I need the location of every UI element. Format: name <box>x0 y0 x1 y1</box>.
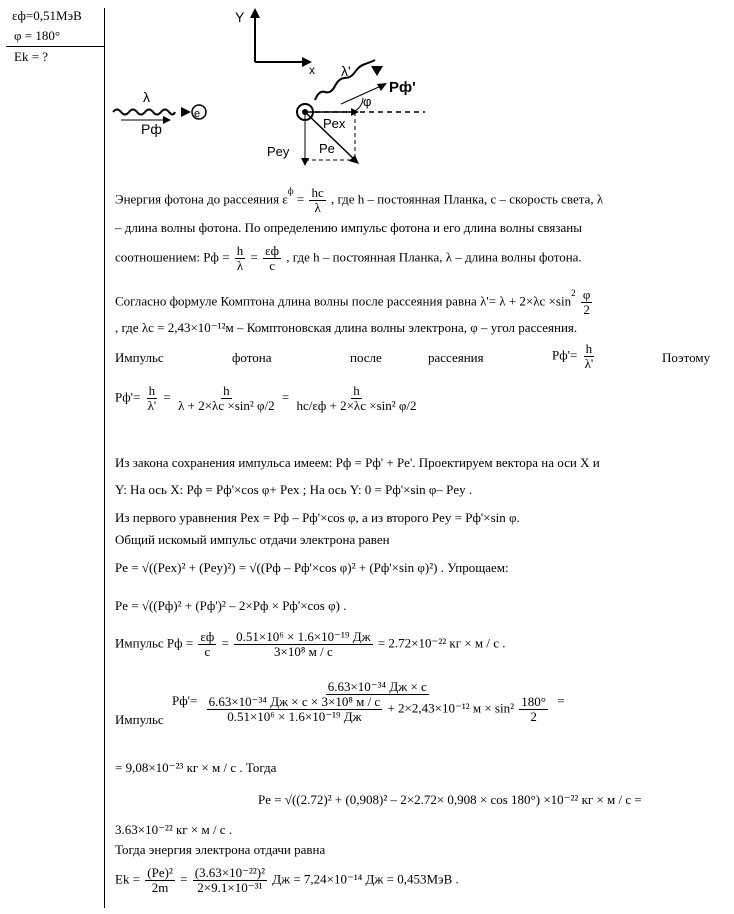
line-6e: Pф'= $\frac{h}{\lambda'}$ <box>552 341 594 371</box>
axis-y-label: Y <box>235 9 245 25</box>
p-photon-prime-label: Pф' <box>389 79 416 96</box>
incoming-photon-wave <box>113 110 175 115</box>
line-4: Согласно формуле Комптона длина волны после рассеяния равна $\lambda'= \lambda + 2\times\lambda с \times\sin^2$ $\frac{\varphi}{2}$ <box>115 287 591 317</box>
line-20: Ek = $\frac{\text{(Pe)²}}{2m}$ = $\frac{\text{(3.63×10⁻²²)²}}{\text{2×9.1×10⁻³¹}}$ Дж = 7,24×10⁻¹⁴ Дж = 0,453МэВ . <box>115 865 459 895</box>
pex-label: Pex <box>323 116 346 131</box>
line-5: , где λс = 2,43×10⁻¹²м – Комптоновская длина волны электрона, φ – угол рассеяния. <box>115 320 578 335</box>
lambda-prime-label: λ' <box>341 63 351 79</box>
given-angle: φ = 180° <box>14 28 61 43</box>
line-6b: фотона <box>232 350 272 365</box>
p-photon-label: Pф <box>141 121 162 137</box>
line-15-label: Импульс <box>115 712 164 727</box>
given-find: Ek = ? <box>14 49 49 64</box>
line-6c: после <box>350 350 382 365</box>
pe-label: Pe <box>319 141 335 156</box>
pey-label: Pey <box>267 144 290 159</box>
line-19: Тогда энергия электрона отдачи равна <box>115 842 326 857</box>
line-11: Общий искомый импульс отдачи электрона равен <box>115 532 390 547</box>
phi-label: φ <box>363 94 372 109</box>
line-10: Из первого уравнения Pex = Pф – Pф'×cos φ, а из второго Pey = Pф'×sin φ. <box>115 510 520 525</box>
line-17: Pe = √((2.72)² + (0,908)² – 2×2.72× 0,908 × cos 180°) ×10⁻²² кг × м / с = <box>258 792 642 807</box>
line-1: Энергия фотона до рассеяния $\varepsilon^ф$ = $\frac{hc}{\lambda}$ , где h – постоянная Планка, с – скорость света, λ <box>115 185 604 215</box>
line-13: Pe = √((Pф)² + (Pф')² – 2×Pф × Pф'×cos φ) . <box>115 598 347 613</box>
line-2: – длина волны фотона. По определению импульс фотона и его длина волны связаны <box>115 220 582 235</box>
line-15: Pф'= 6.63×10⁻³⁴ Дж × с $\frac{\text{6.63×10⁻³⁴ Дж × с × 3×10⁸ м / с}}{\text{0.51×10⁶ × 1.6×10⁻¹⁹ Дж}}$ + 2×2,43×10⁻¹² м × sin² $\frac{180^\circ}{2}$ = <box>172 679 565 724</box>
given-energy: εф=0,51МэВ <box>12 8 82 23</box>
line-6d: рассеяния <box>428 350 484 365</box>
line-18: 3.63×10⁻²² кг × м / с . <box>115 822 233 837</box>
compton-diagram <box>105 0 465 178</box>
axis-x-label: x <box>309 63 315 77</box>
line-12: Pe = √((Pex)² + (Pey)²) = √((Pф – Pф'×cos φ)² + (Pф'×sin φ)²) . Упрощаем: <box>115 560 509 575</box>
lambda-label: λ <box>143 89 150 105</box>
line-7: Pф'= $\frac{h}{\lambda'}$ = $\frac{h}{\text{λ + 2×λс ×sin² φ/2}}$ = $\frac{h}{\text{hc/εф + 2×λс ×sin² φ/2}}$ <box>115 383 417 413</box>
given-separator-horizontal <box>6 46 104 47</box>
line-6a: Импульс <box>115 350 164 365</box>
line-3: соотношением: Pф = $\frac{h}{\lambda}$ = $\frac{\varepsilon ф}{c}$ , где h – постоянная Планка, λ – длина волны фотона. <box>115 243 582 273</box>
line-14: Импульс Pф = $\frac{\varepsilon ф}{c}$ = $\frac{\text{0.51×10⁶ × 1.6×10⁻¹⁹ Дж}}{\text{3×10⁸ м / с}}$ = 2.72×10⁻²² кг × м / с . <box>115 629 506 659</box>
line-6h: Поэтому <box>662 350 711 365</box>
electron-label-before: e <box>194 108 201 120</box>
line-16: = 9,08×10⁻²³ кг × м / с . Тогда <box>115 760 277 775</box>
line-9: Y: На ось X: Pф = Pф'×cos φ+ Pex ; На ось Y: 0 = Pф'×sin φ– Pey . <box>115 482 473 497</box>
line-8: Из закона сохранения импульса имеем: Pф = Pф' + Pe'. Проектируем вектора на оси X и <box>115 455 600 470</box>
